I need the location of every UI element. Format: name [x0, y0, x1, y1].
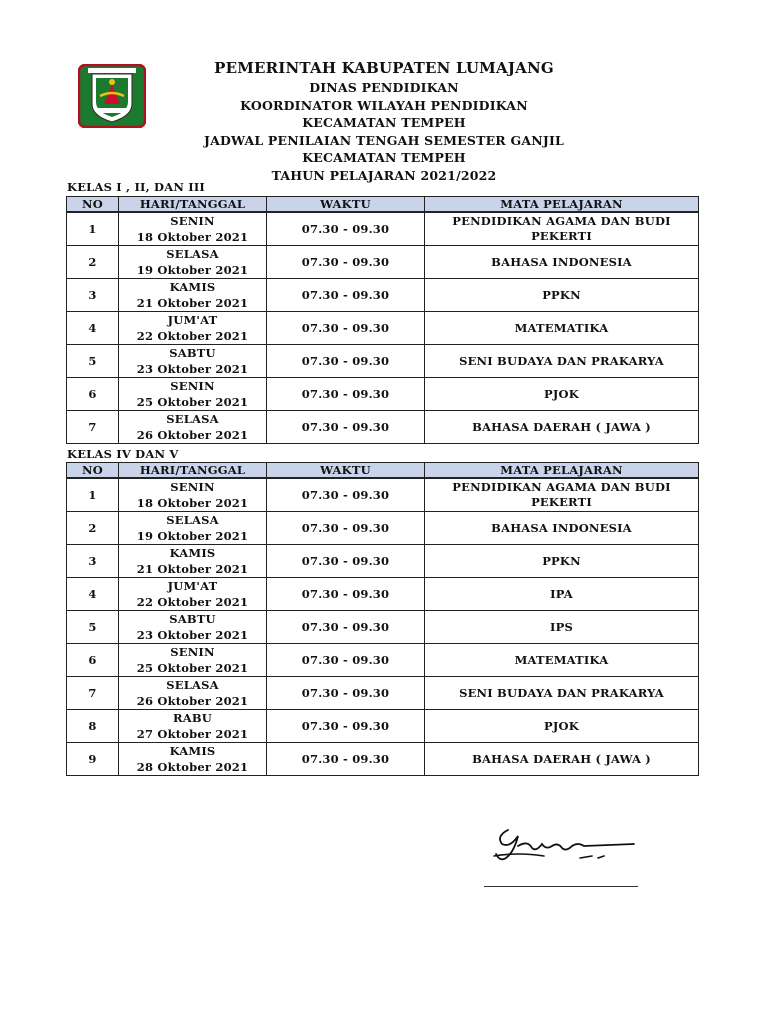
table-row [67, 246, 699, 279]
row-time: 07.30 - 09.30 [267, 710, 425, 743]
row-day-date [119, 312, 267, 345]
row-day: KAMIS [169, 280, 216, 294]
section-label-kelas-1-3: KELAS I , II, DAN III [67, 180, 205, 194]
table-row [67, 611, 699, 644]
row-date: 23 Oktober 2021 [136, 362, 249, 376]
row-number: 3 [67, 545, 119, 578]
row-time: 07.30 - 09.30 [267, 611, 425, 644]
section-label-kelas-4-5: KELAS IV DAN V [67, 447, 179, 461]
column-header-day: HARI/TANGGAL [119, 197, 267, 213]
row-time: 07.30 - 09.30 [267, 478, 425, 512]
row-number: 2 [67, 246, 119, 279]
table-row [67, 345, 699, 378]
table-row [67, 578, 699, 611]
row-date: 18 Oktober 2021 [136, 496, 249, 510]
row-subject: PENDIDIKAN AGAMA DAN BUDI PEKERTI [425, 478, 699, 512]
row-subject: MATEMATIKA [425, 312, 699, 345]
row-subject: BAHASA DAERAH ( JAWA ) [425, 743, 699, 776]
row-date: 26 Oktober 2021 [136, 694, 249, 708]
row-day: SABTU [169, 346, 216, 360]
row-day-date [119, 279, 267, 312]
row-date: 21 Oktober 2021 [136, 296, 249, 310]
row-time: 07.30 - 09.30 [267, 212, 425, 246]
row-subject: PPKN [425, 279, 699, 312]
row-day-date [119, 710, 267, 743]
signature-icon [488, 822, 638, 868]
row-number: 4 [67, 578, 119, 611]
row-number: 3 [67, 279, 119, 312]
table-row [67, 743, 699, 776]
row-day-date [119, 246, 267, 279]
row-day-date [119, 378, 267, 411]
row-number: 6 [67, 644, 119, 677]
row-day-date [119, 512, 267, 545]
row-date: 27 Oktober 2021 [136, 727, 249, 741]
row-subject: PENDIDIKAN AGAMA DAN BUDI PEKERTI [425, 212, 699, 246]
row-day-date [119, 644, 267, 677]
row-time: 07.30 - 09.30 [267, 411, 425, 444]
academic-year: TAHUN PELAJARAN 2021/2022 [271, 167, 497, 183]
row-subject: PJOK [425, 378, 699, 411]
table-row [67, 378, 699, 411]
schedule-district: KECAMATAN TEMPEH [302, 150, 466, 165]
row-number: 4 [67, 312, 119, 345]
row-day: SENIN [170, 214, 215, 228]
row-time: 07.30 - 09.30 [267, 312, 425, 345]
row-date: 26 Oktober 2021 [136, 428, 249, 442]
row-day: SENIN [170, 645, 215, 659]
table-row [67, 644, 699, 677]
row-time: 07.30 - 09.30 [267, 677, 425, 710]
row-number: 8 [67, 710, 119, 743]
coordinator-title: KOORDINATOR WILAYAH PENDIDIKAN [240, 97, 528, 113]
row-number: 5 [67, 345, 119, 378]
column-header-time: WAKTU [267, 197, 425, 213]
table-row [67, 212, 699, 246]
table-row [67, 411, 699, 444]
row-day: KAMIS [169, 546, 216, 560]
row-day: SELASA [166, 678, 219, 692]
table-row [67, 710, 699, 743]
row-day-date [119, 677, 267, 710]
row-subject: MATEMATIKA [425, 644, 699, 677]
row-day: JUM'AT [167, 313, 218, 327]
row-day-date [119, 611, 267, 644]
row-subject: BAHASA DAERAH ( JAWA ) [425, 411, 699, 444]
column-header-no: NO [67, 463, 119, 479]
row-time: 07.30 - 09.30 [267, 378, 425, 411]
column-header-subject: MATA PELAJARAN [425, 197, 699, 213]
table-row [67, 312, 699, 345]
schedule-title: JADWAL PENILAIAN TENGAH SEMESTER GANJIL [204, 132, 564, 148]
row-number: 2 [67, 512, 119, 545]
row-time: 07.30 - 09.30 [267, 512, 425, 545]
table-header-row [67, 463, 699, 479]
row-day-date [119, 478, 267, 512]
row-day-date [119, 212, 267, 246]
table-row [67, 545, 699, 578]
row-day: SABTU [169, 612, 216, 626]
row-subject: PPKN [425, 545, 699, 578]
row-time: 07.30 - 09.30 [267, 578, 425, 611]
row-date: 18 Oktober 2021 [136, 230, 249, 244]
row-date: 25 Oktober 2021 [136, 661, 249, 675]
table-row [67, 677, 699, 710]
row-date: 22 Oktober 2021 [136, 595, 249, 609]
row-subject: IPS [425, 611, 699, 644]
row-day-date [119, 345, 267, 378]
row-time: 07.30 - 09.30 [267, 345, 425, 378]
row-number: 7 [67, 677, 119, 710]
row-day-date [119, 545, 267, 578]
row-day: SENIN [170, 379, 215, 393]
row-day: RABU [172, 711, 213, 725]
agency-title: DINAS PENDIDIKAN [309, 80, 459, 95]
row-number: 9 [67, 743, 119, 776]
row-day-date [119, 578, 267, 611]
signature-line [484, 886, 638, 887]
document-header [0, 58, 768, 184]
row-date: 22 Oktober 2021 [136, 329, 249, 343]
row-time: 07.30 - 09.30 [267, 545, 425, 578]
column-header-no: NO [67, 197, 119, 213]
table-row [67, 512, 699, 545]
row-date: 25 Oktober 2021 [136, 395, 249, 409]
row-day: SENIN [170, 480, 215, 494]
row-day-date [119, 743, 267, 776]
row-date: 19 Oktober 2021 [136, 263, 249, 277]
row-date: 21 Oktober 2021 [136, 562, 249, 576]
row-time: 07.30 - 09.30 [267, 246, 425, 279]
row-number: 1 [67, 478, 119, 512]
row-number: 7 [67, 411, 119, 444]
row-day: SELASA [166, 513, 219, 527]
column-header-day: HARI/TANGGAL [119, 463, 267, 479]
row-date: 23 Oktober 2021 [136, 628, 249, 642]
schedule-table-kelas-1-3 [66, 196, 699, 444]
row-subject: SENI BUDAYA DAN PRAKARYA [425, 677, 699, 710]
row-day: SELASA [166, 412, 219, 426]
schedule-table-kelas-4-5 [66, 462, 699, 776]
row-day: JUM'AT [167, 579, 218, 593]
row-number: 1 [67, 212, 119, 246]
row-time: 07.30 - 09.30 [267, 279, 425, 312]
row-subject: SENI BUDAYA DAN PRAKARYA [425, 345, 699, 378]
row-subject: PJOK [425, 710, 699, 743]
row-subject: BAHASA INDONESIA [425, 512, 699, 545]
row-day: KAMIS [169, 744, 216, 758]
row-number: 5 [67, 611, 119, 644]
column-header-subject: MATA PELAJARAN [425, 463, 699, 479]
table-header-row [67, 197, 699, 213]
district-title: KECAMATAN TEMPEH [302, 115, 466, 130]
row-day-date [119, 411, 267, 444]
row-number: 6 [67, 378, 119, 411]
government-title: PEMERINTAH KABUPATEN LUMAJANG [214, 59, 554, 77]
row-subject: IPA [425, 578, 699, 611]
row-date: 28 Oktober 2021 [136, 760, 249, 774]
row-time: 07.30 - 09.30 [267, 743, 425, 776]
row-date: 19 Oktober 2021 [136, 529, 249, 543]
table-row [67, 478, 699, 512]
table-row [67, 279, 699, 312]
row-day: SELASA [166, 247, 219, 261]
row-time: 07.30 - 09.30 [267, 644, 425, 677]
column-header-time: WAKTU [267, 463, 425, 479]
row-subject: BAHASA INDONESIA [425, 246, 699, 279]
